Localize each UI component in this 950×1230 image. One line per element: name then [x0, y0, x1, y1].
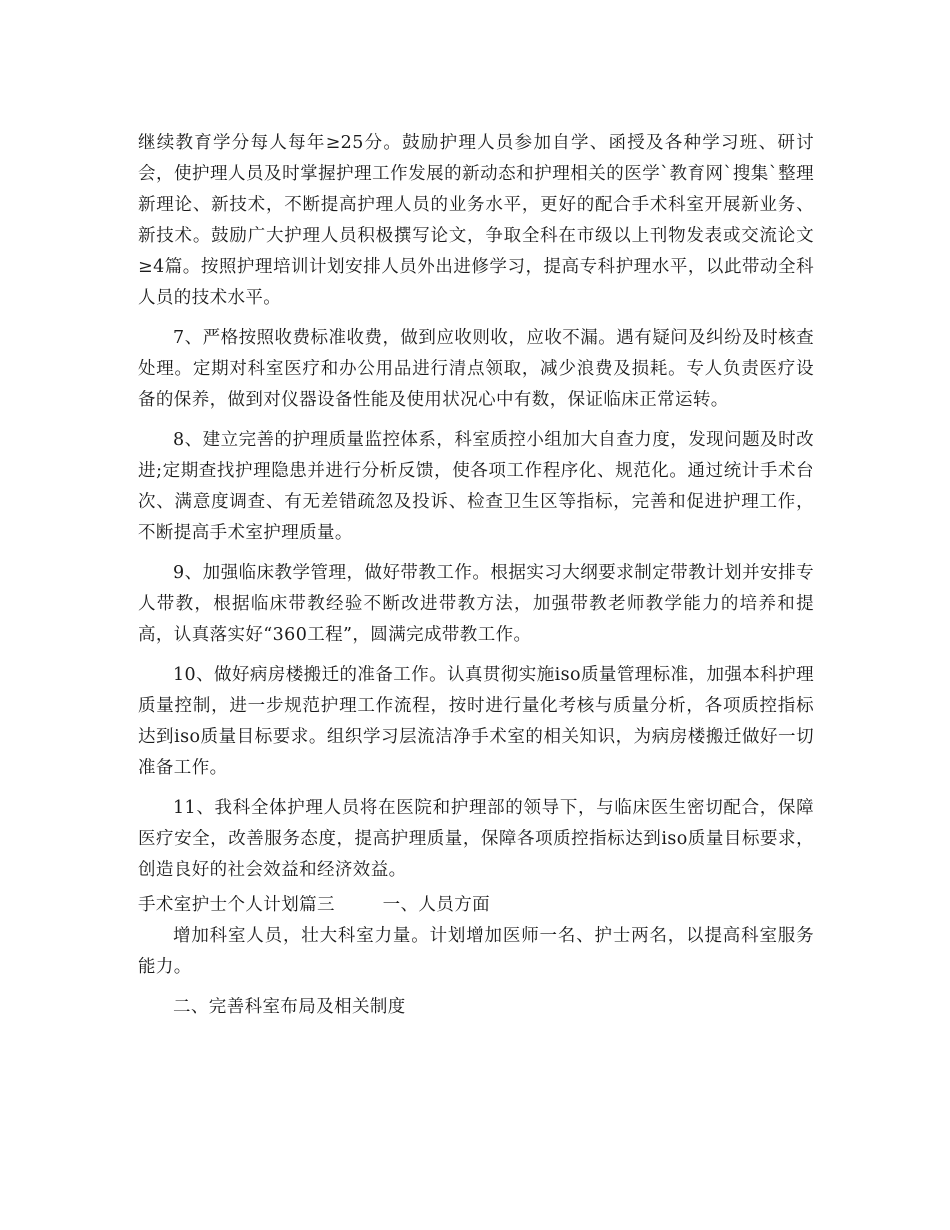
- paragraph-staffing: 增加科室人员，壮大科室力量。计划增加医师一名、护士两名，以提高科室服务能力。: [138, 926, 814, 977]
- section-heading: [138, 890, 814, 921]
- paragraph-item-7: 7、严格按照收费标准收费，做到应收则收，应收不漏。遇有疑问及纠纷及时核查处理。定期对科室医疗和办公用品进行清点领取，减少浪费及损耗。专人负责医疗设备的保养，做到对仪器设备性能及使用状况心中有数，保证临床正常运转。: [138, 328, 814, 410]
- paragraph-item-10: 10、做好病房楼搬迁的准备工作。认真贯彻实施iso质量管理标准，加强本科护理质量控制，进一步规范护理工作流程，按时进行量化考核与质量分析，各项质控指标达到iso质量目标要求。组织学习层流洁净手术室的相关知识，为病房楼搬迁做好一切准备工作。: [138, 665, 814, 778]
- paragraph-layout-heading: 二、完善科室布局及相关制度: [173, 997, 406, 1017]
- section-title: 手术室护士个人计划篇三: [138, 895, 335, 915]
- paragraph-item-9: 9、加强临床教学管理，做好带教工作。根据实习大纲要求制定带教计划并安排专人带教，根据临床带教经验不断改进带教方法，加强带教老师教学能力的培养和提高，认真落实好“360工程”，圆满完成带教工作。: [138, 563, 814, 645]
- paragraph-continuing-education: 继续教育学分每人每年≥25分。鼓励护理人员参加自学、函授及各种学习班、研讨会，使护理人员及时掌握护理工作发展的新动态和护理相关的医学`教育网`搜集`整理新理论、新技术，不断提高护理人员的业务水平，更好的配合手术科室开展新业务、新技术。鼓励广大护理人员积极撰写论文，争取全科在市级以上刊物发表或交流论文≥4篇。按照护理培训计划安排人员外出进修学习，提高专科护理水平，以此带动全科人员的技术水平。: [138, 133, 814, 308]
- paragraph-item-8: 8、建立完善的护理质量监控体系，科室质控小组加大自查力度，发现问题及时改进;定期查找护理隐患并进行分析反馈，使各项工作程序化、规范化。通过统计手术台次、满意度调查、有无差错疏忽及投诉、检查卫生区等指标，完善和促进护理工作，不断提高手术室护理质量。: [138, 430, 814, 543]
- document-page: [138, 128, 814, 1023]
- section-subtitle: 一、人员方面: [382, 895, 491, 915]
- paragraph-item-11: 11、我科全体护理人员将在医院和护理部的领导下，与临床医生密切配合，保障医疗安全，改善服务态度，提高护理质量，保障各项质控指标达到iso质量目标要求，创造良好的社会效益和经济效益。: [138, 798, 814, 880]
